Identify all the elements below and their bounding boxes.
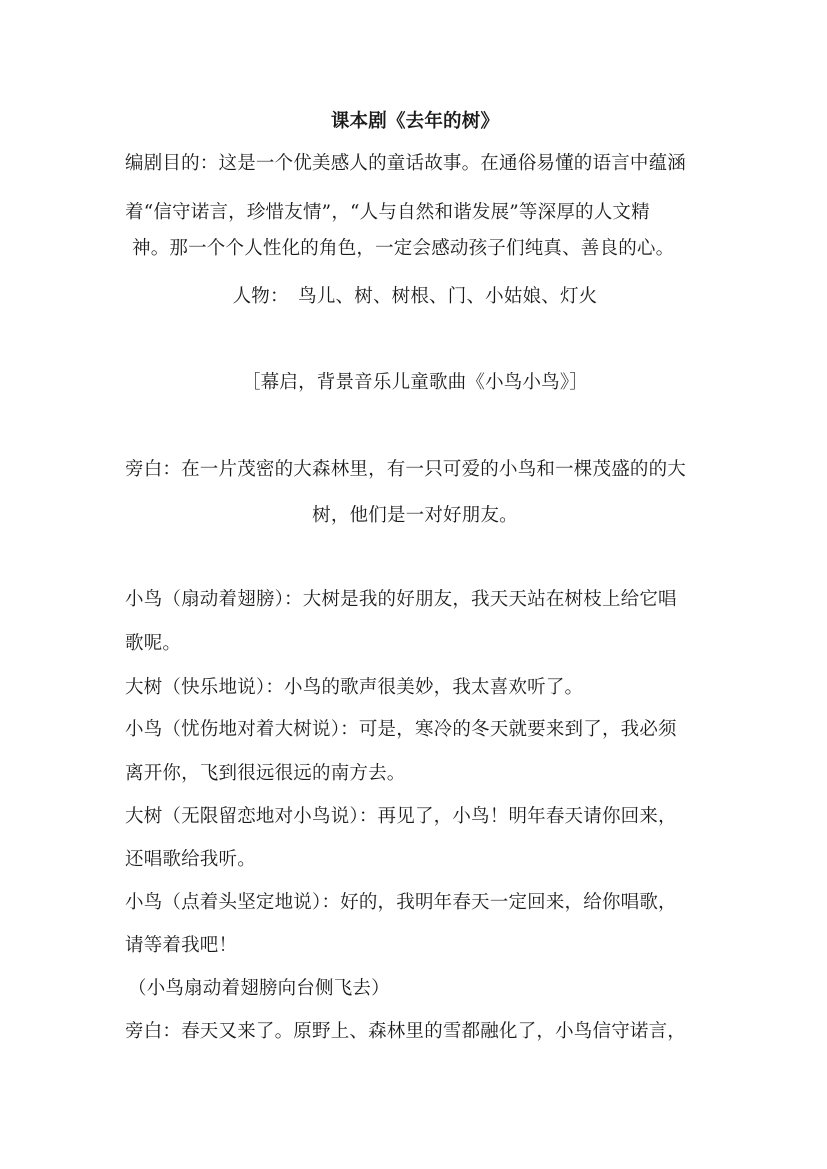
dialogue-line: 小鸟（扇动着翅膀）：大树是我的好朋友，我天天站在树枝上给它唱 [125, 589, 677, 610]
dialogue-line: 离开你，飞到很远很远的南方去。 [125, 763, 406, 784]
dialogue-line: 歌呢。 [125, 633, 182, 654]
narration-line: 树，他们是一对好朋友。 [312, 505, 518, 526]
dialogue-line: 小鸟（忧伤地对着大树说）：可是，寒冷的冬天就要来到了，我必须 [125, 719, 677, 740]
stage-direction: ［幕启，背景音乐儿童歌曲《小鸟小鸟》］ [241, 372, 589, 393]
purpose-line: 着“信守诺言，珍惜友情”，“人与自然和谐发展”等深厚的人文精 [125, 202, 650, 223]
purpose-line: 编剧目的：这是一个优美感人的童话故事。在通俗易懂的语言中蕴涵 [125, 153, 687, 174]
document-title: 课本剧《去年的树》 [330, 111, 500, 132]
dialogue-line: 请等着我吧！ [125, 935, 238, 956]
dialogue-line: 小鸟（点着头坚定地说）：好的，我明年春天一定回来，给你唱歌， [125, 892, 677, 913]
dialogue-line: 大树（无限留恋地对小鸟说）：再见了，小鸟！明年春天请你回来， [125, 806, 677, 827]
character-list: 人物： 鸟儿、树、树根、门、小姑娘、灯火 [232, 286, 598, 307]
dialogue-line: 大树（快乐地说）：小鸟的歌声很美妙，我太喜欢听了。 [125, 677, 584, 698]
stage-direction-line: （小鸟扇动着翅膀向台侧飞去） [128, 978, 390, 999]
purpose-line: 神。那一个个人性化的角色，一定会感动孩子们纯真、善良的心。 [132, 238, 675, 259]
narration-line: 旁白：春天又来了。原野上、森林里的雪都融化了，小鸟信守诺言， [125, 1021, 687, 1042]
dialogue-line: 还唱歌给我听。 [125, 849, 256, 870]
narration-line: 旁白：在一片茂密的大森林里，有一只可爱的小鸟和一棵茂盛的的大 [125, 459, 687, 480]
